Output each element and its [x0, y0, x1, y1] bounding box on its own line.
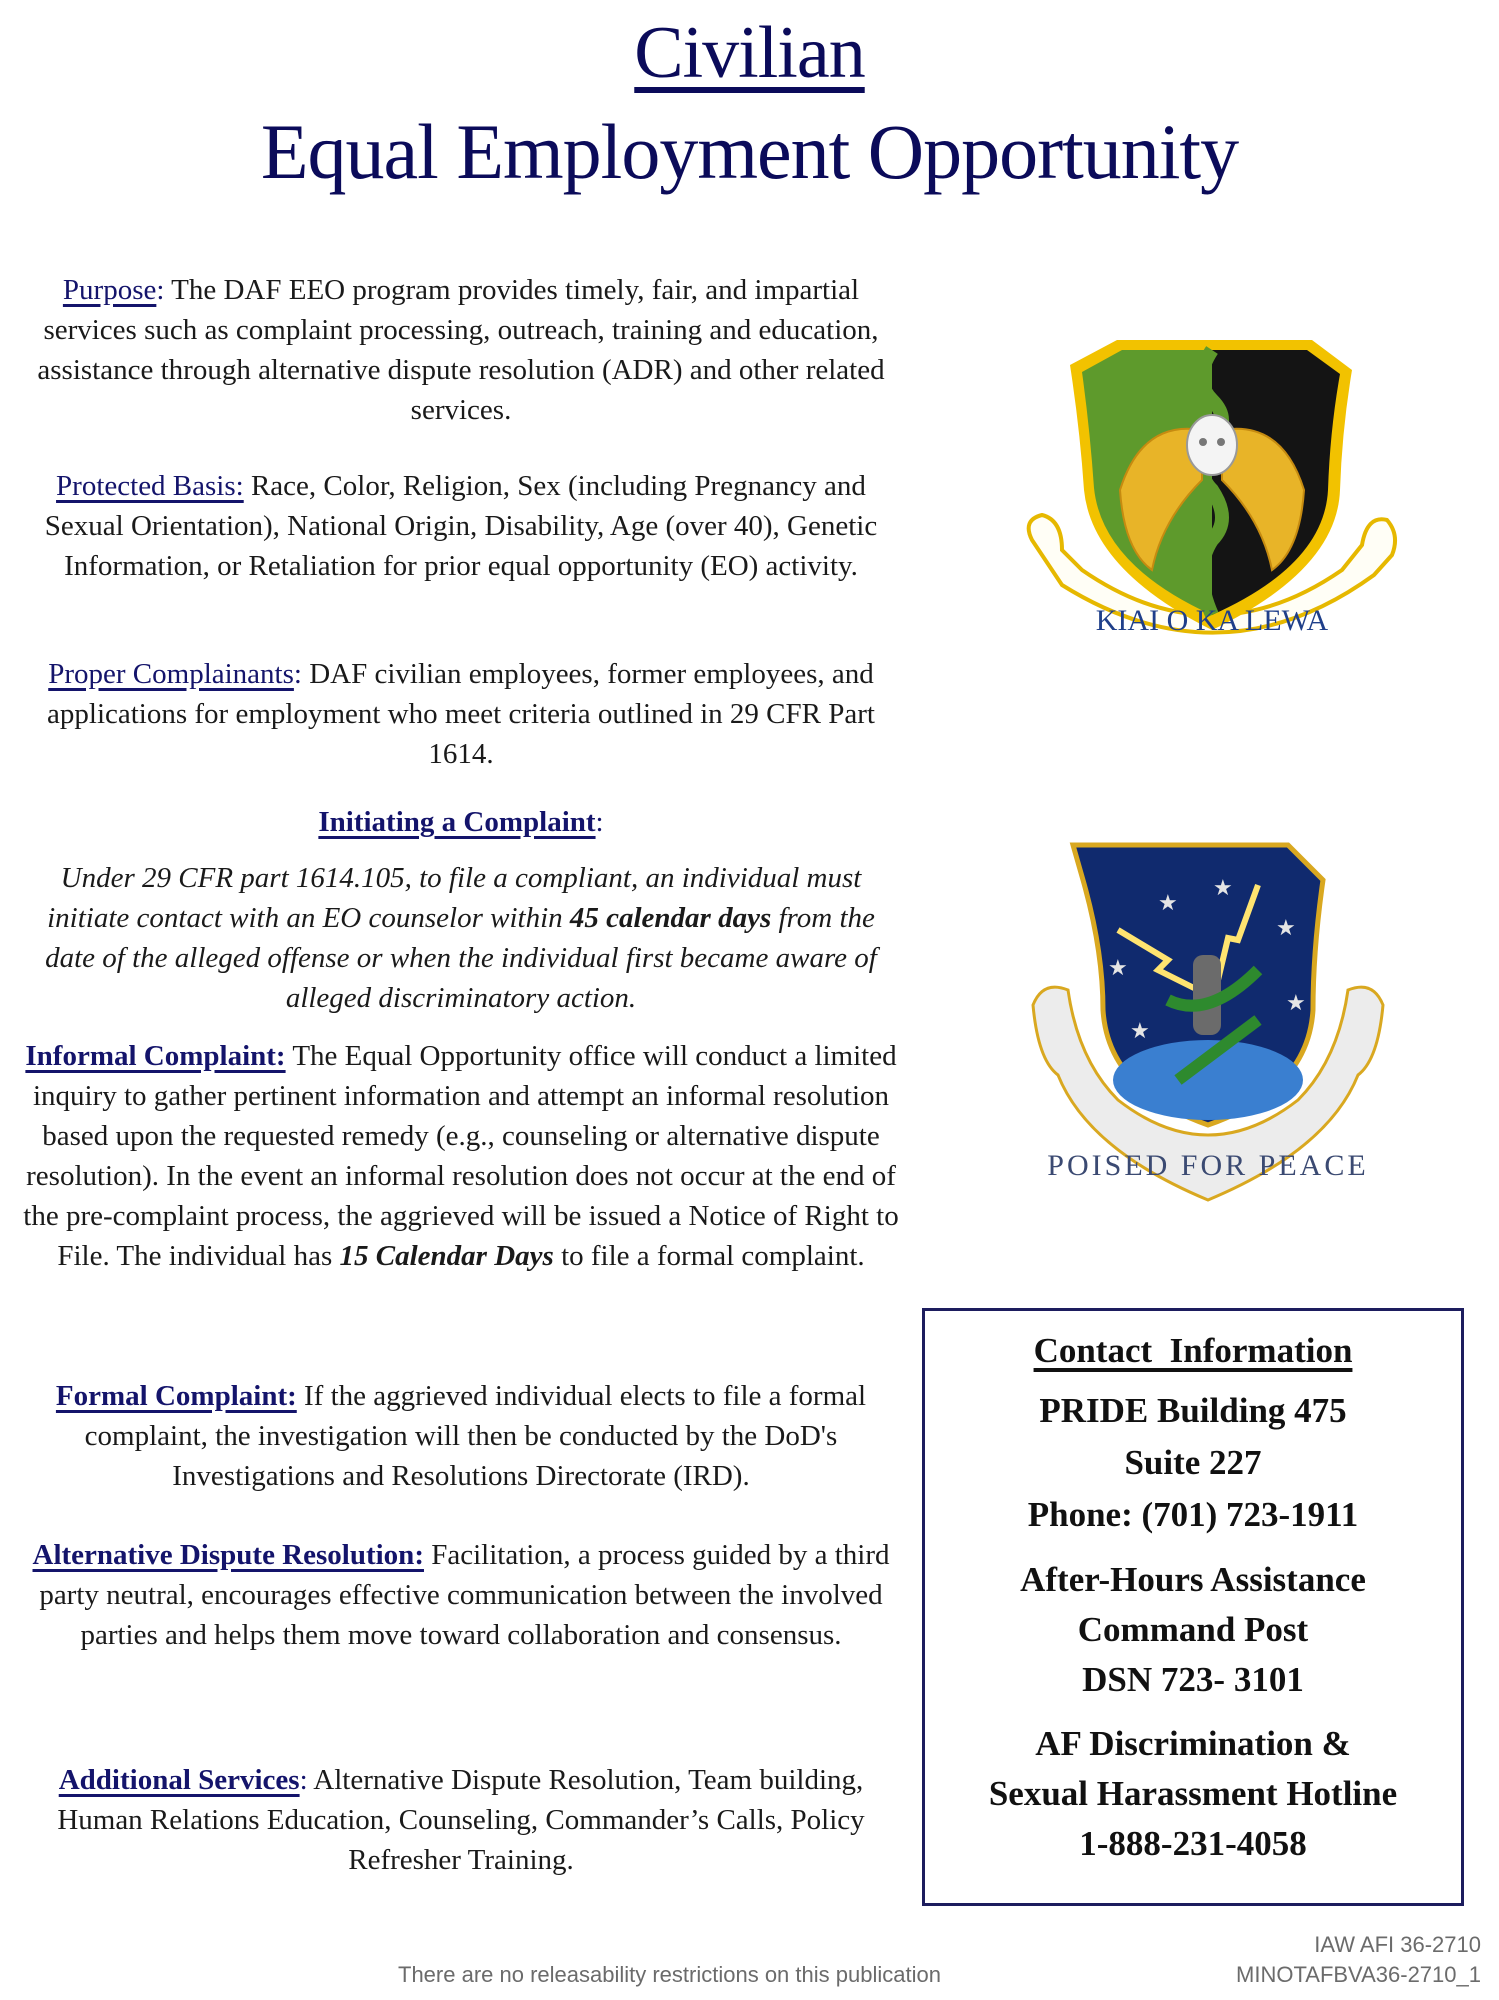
informal-complaint-section	[22, 1036, 900, 1276]
proper-complainants-section	[22, 654, 900, 774]
formal-text: If the aggrieved individual elects to file a formal complaint, the investigation will then be conducted by the DoD's Investigations and Resolutions Directorate (IRD).	[84, 1380, 867, 1492]
releasability-notice: There are no releasability restrictions on this publication	[398, 1962, 941, 1987]
purpose-colon: :	[156, 274, 165, 306]
star-icon: ★	[1276, 915, 1296, 940]
contact-phone[interactable]: Phone: (701) 723-1911	[1027, 1495, 1359, 1534]
footer-doc-id: MINOTAFBVA36-2710_1	[1236, 1962, 1481, 1987]
additional-services-section	[22, 1760, 900, 1880]
additional-label: Additional Services	[58, 1764, 300, 1796]
informal-emphasis: 15 Calendar Days	[339, 1240, 554, 1272]
adr-section	[22, 1535, 900, 1655]
contact-header: Contact Information	[1033, 1331, 1353, 1370]
proper-complainants-label: Proper Complainants	[48, 658, 294, 690]
hotline-label-2: Sexual Harassment Hotline	[988, 1774, 1398, 1813]
proper-complainants-colon: :	[293, 658, 302, 690]
wing-motto: KIAI O KA LEWA	[1095, 604, 1329, 637]
missile-wing-emblem	[1018, 830, 1398, 1220]
initiating-label: Initiating a Complaint	[318, 806, 596, 838]
proper-complainants-text: DAF civilian employees, former employees, and applications for employment who meet criteria outlined in 29 CFR Part 1614.	[47, 658, 875, 770]
dsn-number[interactable]: DSN 723- 3101	[1082, 1660, 1304, 1699]
shield-lightning-icon	[1018, 830, 1398, 1220]
contact-building: PRIDE Building 475	[1039, 1391, 1347, 1430]
additional-text: Alternative Dispute Resolution, Team building, Human Relations Education, Counseling, Commander’s Calls, Policy Refresher Training.	[57, 1764, 865, 1876]
star-icon: ★	[1286, 990, 1306, 1015]
page-title-line1	[0, 8, 1499, 98]
adr-label: Alternative Dispute Resolution:	[32, 1539, 424, 1571]
footer-iaw: IAW AFI 36-2710	[1314, 1932, 1481, 1957]
additional-colon: :	[299, 1764, 308, 1796]
purpose-text: The DAF EEO program provides timely, fair, and impartial services such as complaint processing, outreach, training and education, assistance through alternative dispute resolution (ADR) and other related services.	[37, 274, 885, 426]
initiating-colon: :	[595, 806, 604, 838]
initiating-emphasis: 45 calendar days	[569, 902, 772, 934]
star-icon: ★	[1130, 1018, 1150, 1043]
initiating-text-before: Under 29 CFR part 1614.105, to file a compliant, an individual must initiate contact with an EO counselor within	[47, 862, 862, 934]
informal-text-before: The Equal Opportunity office will conduct a limited inquiry to gather pertinent information and attempt an informal resolution based upon the requested remedy (e.g., counseling or alternative dispute resolution). In the event an informal resolution does not occur at the end of the pre-complaint process, the aggrieved will be issued a Notice of Right to File. The individual has	[23, 1040, 899, 1272]
initiating-text-after: from the date of the alleged offense or when the individual first became aware of alleged discriminatory action.	[45, 902, 877, 1014]
page-title-line2: Equal Employment Opportunity	[260, 108, 1239, 195]
hotline-number[interactable]: 1-888-231-4058	[1079, 1824, 1307, 1863]
after-hours-label: After-Hours Assistance	[1020, 1560, 1366, 1599]
star-icon: ★	[1108, 955, 1128, 980]
informal-label: Informal Complaint:	[25, 1040, 286, 1072]
purpose-section	[22, 270, 900, 430]
adr-text: Facilitation, a process guided by a third party neutral, encourages effective communication between the involved parties and helps them move toward collaboration and consensus.	[39, 1539, 890, 1651]
title-civilian: Civilian	[634, 12, 865, 94]
hotline-label-1: AF Discrimination &	[1035, 1724, 1351, 1763]
wing-shield-emblem	[1022, 330, 1402, 700]
contact-suite: Suite 227	[1124, 1443, 1262, 1482]
missile-wing-motto: POISED FOR PEACE	[1047, 1149, 1369, 1182]
command-post-label: Command Post	[1077, 1610, 1309, 1649]
protected-basis-section	[22, 466, 900, 586]
protected-basis-text: Race, Color, Religion, Sex (including Pregnancy and Sexual Orientation), National Origin, Disability, Age (over 40), Genetic Information, or Retaliation for prior equal opportunity (EO) activity.	[44, 470, 878, 582]
informal-text-after: to file a formal complaint.	[553, 1240, 865, 1272]
shield-skull-icon	[1022, 330, 1402, 700]
initiating-text	[22, 858, 900, 1018]
purpose-label: Purpose	[62, 274, 157, 306]
formal-label: Formal Complaint:	[55, 1380, 297, 1412]
star-icon: ★	[1158, 890, 1178, 915]
star-icon: ★	[1213, 875, 1233, 900]
protected-basis-label: Protected Basis:	[56, 470, 244, 502]
formal-complaint-section	[22, 1376, 900, 1496]
initiating-heading	[22, 802, 900, 842]
contact-information-box	[922, 1308, 1464, 1906]
